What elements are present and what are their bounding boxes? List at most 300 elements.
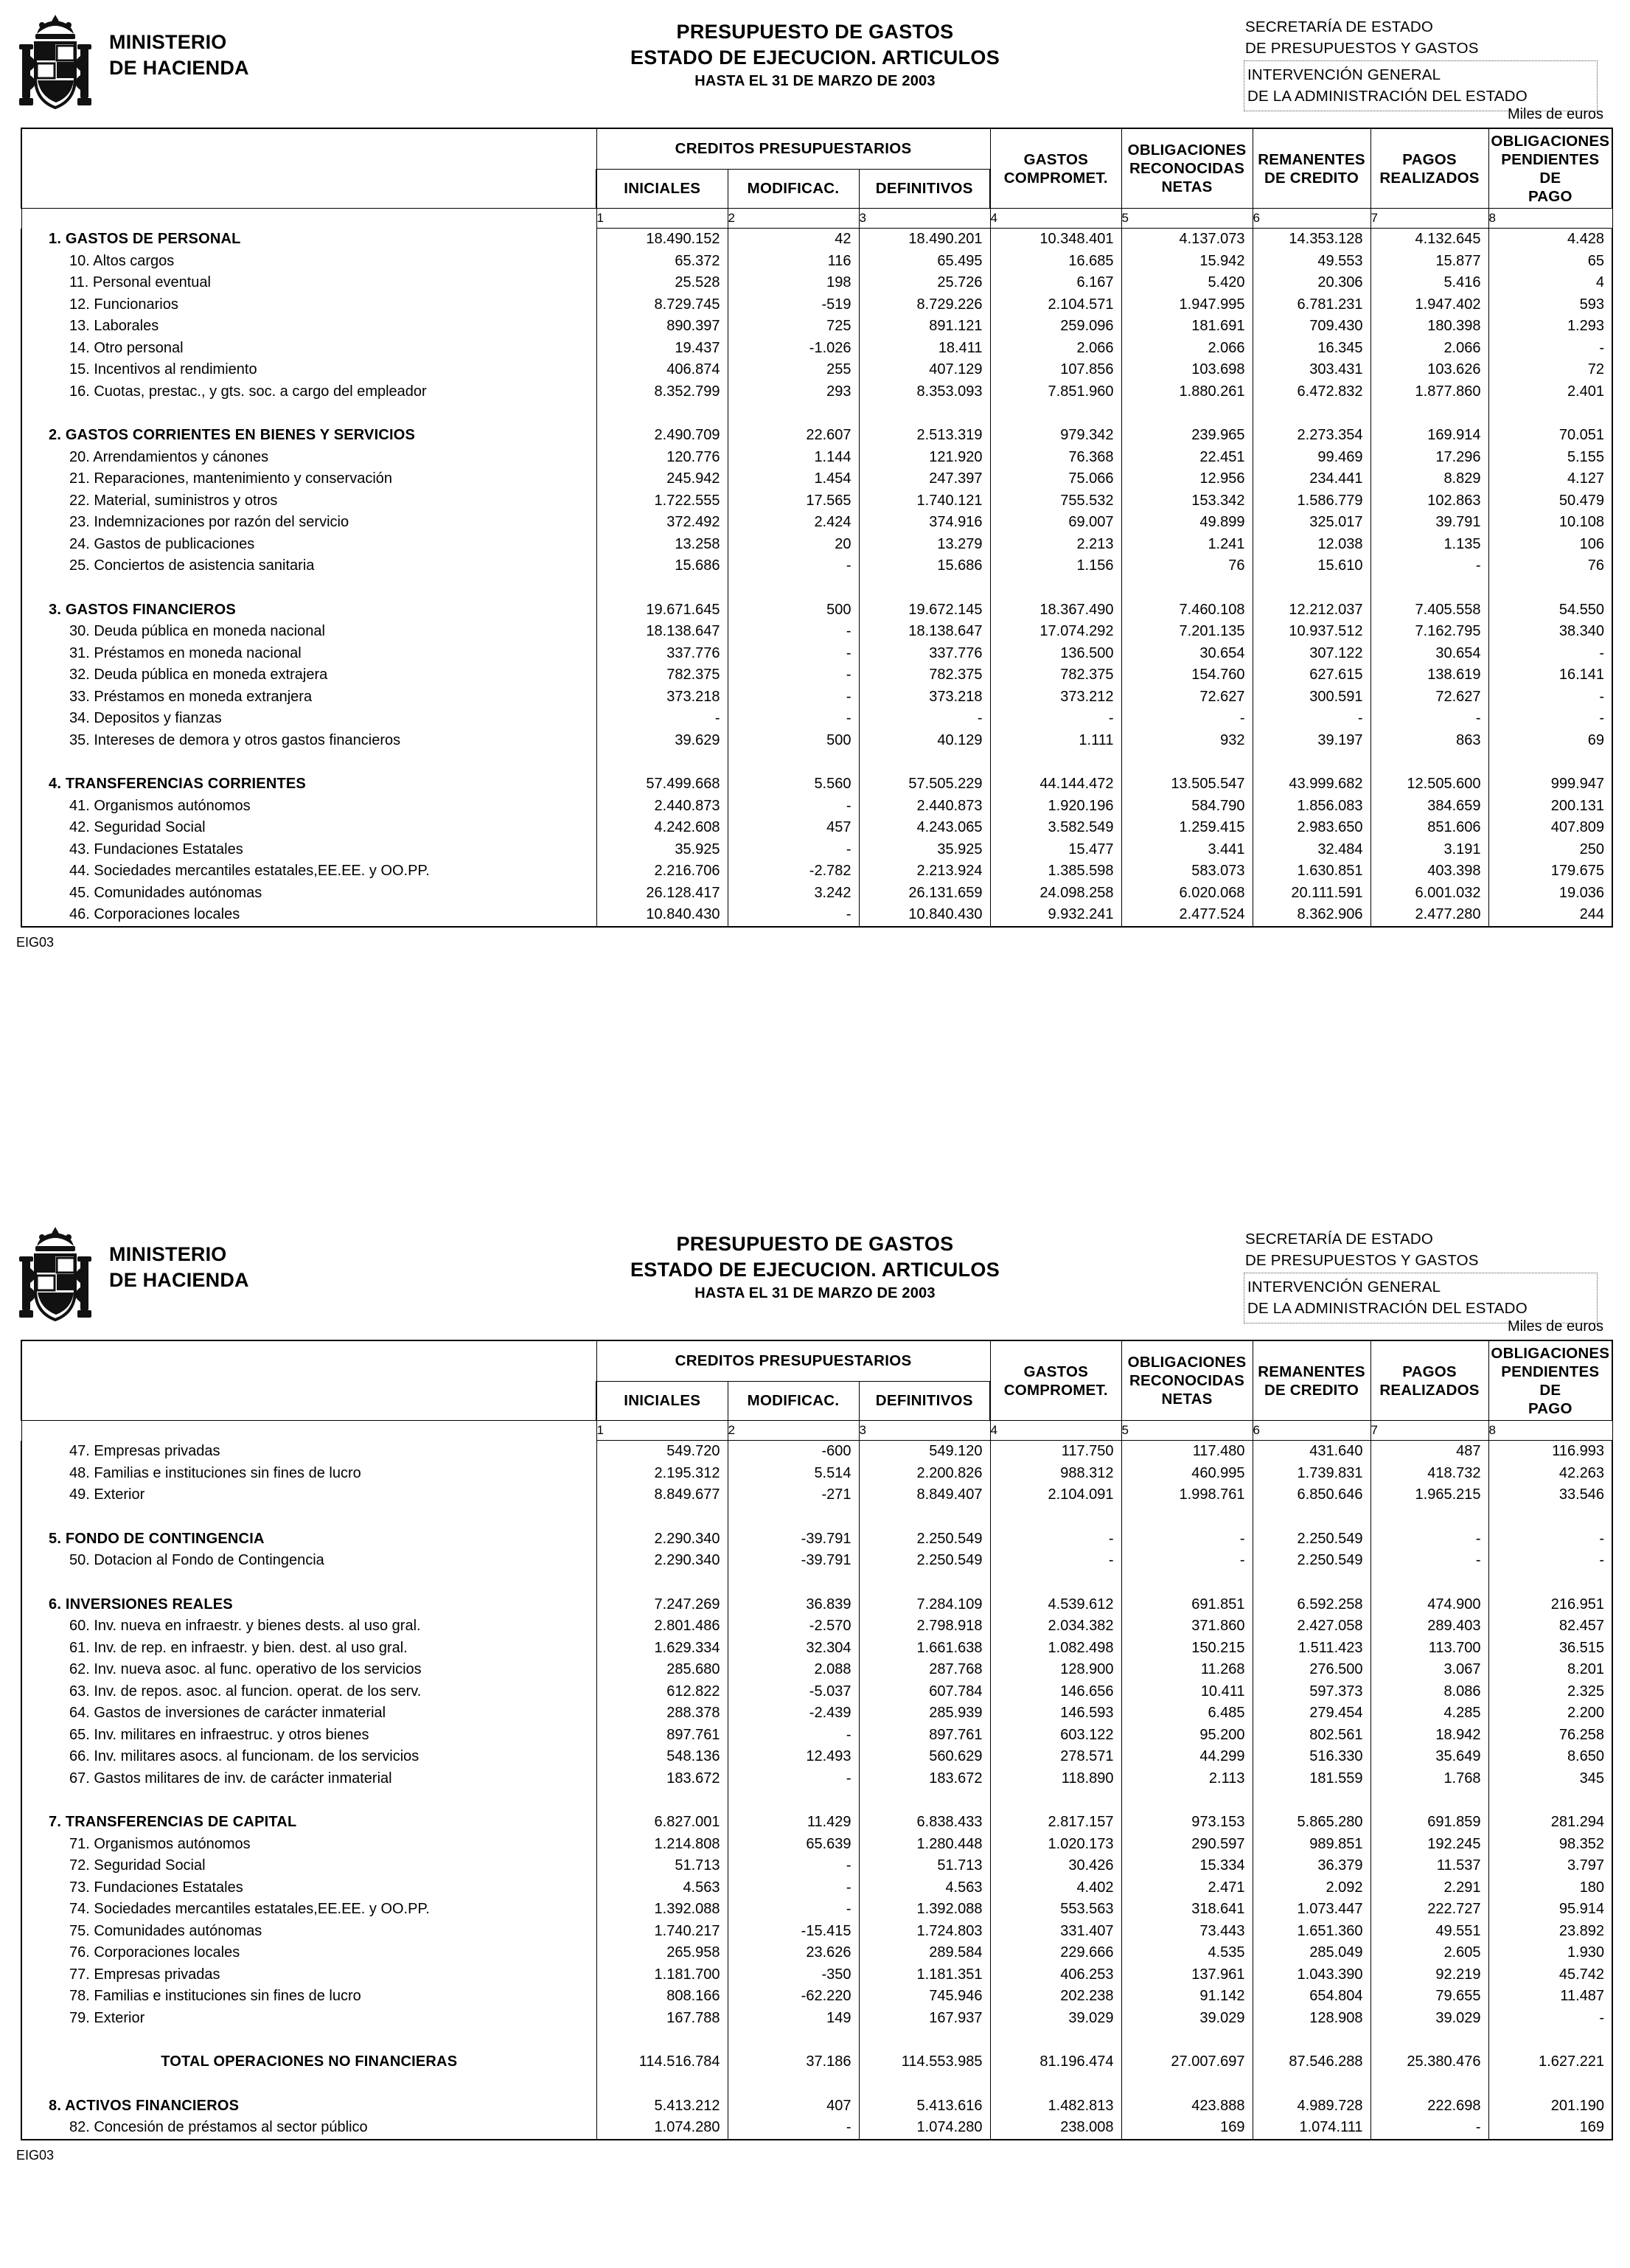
row-cell: 49.553 bbox=[1253, 251, 1370, 273]
row-cell: 17.565 bbox=[728, 490, 859, 512]
row-cell bbox=[1488, 2029, 1612, 2051]
row-cell: 250 bbox=[1488, 839, 1612, 861]
row-cell: -350 bbox=[728, 1964, 859, 1986]
row-cell: 36.379 bbox=[1253, 1855, 1370, 1877]
row-cell: 3.582.549 bbox=[990, 817, 1121, 839]
title-line-3: HASTA EL 31 DE MARZO DE 2003 bbox=[694, 73, 936, 90]
row-cell: 10.108 bbox=[1488, 512, 1612, 534]
col-number-1: 1 bbox=[596, 1421, 728, 1441]
row-cell: 19.036 bbox=[1488, 883, 1612, 905]
ministry-line-1: MINISTERIO bbox=[109, 31, 227, 53]
row-cell: 18.490.152 bbox=[596, 229, 728, 251]
row-cell: 103.698 bbox=[1121, 359, 1253, 381]
table-row bbox=[21, 1659, 1612, 1681]
row-label: 21. Reparaciones, mantenimiento y conservación bbox=[21, 468, 596, 490]
row-cell: 42 bbox=[728, 229, 859, 251]
row-cell: 287.768 bbox=[859, 1659, 990, 1681]
row-cell: 979.342 bbox=[990, 425, 1121, 447]
table-row bbox=[21, 1812, 1612, 1834]
row-label: 75. Comunidades autónomas bbox=[21, 1921, 596, 1943]
row-cell bbox=[859, 577, 990, 599]
row-cell: 2.471 bbox=[1121, 1877, 1253, 1899]
row-cell: 2.424 bbox=[728, 512, 859, 534]
secretariat-line-2: DE PRESUPUESTOS Y GASTOS bbox=[1245, 1252, 1479, 1270]
row-label: 11. Personal eventual bbox=[21, 272, 596, 294]
table-row bbox=[21, 773, 1612, 796]
row-cell: 150.215 bbox=[1121, 1638, 1253, 1660]
row-cell: - bbox=[728, 1877, 859, 1899]
row-cell: 167.937 bbox=[859, 2008, 990, 2030]
row-label bbox=[21, 1572, 596, 1594]
row-cell: 20 bbox=[728, 534, 859, 556]
row-cell bbox=[1121, 403, 1253, 425]
row-group-label: 4. TRANSFERENCIAS CORRIENTES bbox=[21, 773, 596, 796]
row-label: 31. Préstamos en moneda nacional bbox=[21, 643, 596, 665]
row-cell: 146.656 bbox=[990, 1681, 1121, 1703]
table-row bbox=[21, 359, 1612, 381]
row-cell: 8.729.745 bbox=[596, 294, 728, 316]
row-cell: 1.074.280 bbox=[859, 2117, 990, 2140]
row-cell: 290.597 bbox=[1121, 1834, 1253, 1856]
row-cell: 373.212 bbox=[990, 686, 1121, 709]
row-cell: 39.029 bbox=[1370, 2008, 1488, 2030]
header-credits-group: CREDITOS PRESUPUESTARIOS bbox=[596, 1340, 990, 1382]
title-line-1: PRESUPUESTO DE GASTOS bbox=[676, 21, 954, 43]
row-cell: 1.392.088 bbox=[596, 1899, 728, 1921]
header-pagos-realizados: PAGOS REALIZADOS bbox=[1370, 1340, 1488, 1421]
row-group-label: 2. GASTOS CORRIENTES EN BIENES Y SERVICIOS bbox=[21, 425, 596, 447]
row-label: 77. Empresas privadas bbox=[21, 1964, 596, 1986]
row-cell: 12.212.037 bbox=[1253, 599, 1370, 622]
row-cell: 17.296 bbox=[1370, 447, 1488, 469]
row-cell bbox=[728, 577, 859, 599]
row-cell: -39.791 bbox=[728, 1550, 859, 1572]
row-cell bbox=[859, 1506, 990, 1528]
row-cell: 238.008 bbox=[990, 2117, 1121, 2140]
row-cell: 6.485 bbox=[1121, 1702, 1253, 1725]
row-cell: 808.166 bbox=[596, 1986, 728, 2008]
row-cell: 2.477.524 bbox=[1121, 904, 1253, 927]
row-cell: 500 bbox=[728, 730, 859, 752]
row-cell: 2.250.549 bbox=[1253, 1528, 1370, 1551]
row-cell: 99.469 bbox=[1253, 447, 1370, 469]
row-cell: 1.920.196 bbox=[990, 796, 1121, 818]
col-number-8: 8 bbox=[1488, 1421, 1612, 1441]
row-label: 20. Arrendamientos y cánones bbox=[21, 447, 596, 469]
row-cell: 407 bbox=[728, 2095, 859, 2118]
row-cell: 169.914 bbox=[1370, 425, 1488, 447]
row-cell bbox=[1488, 1572, 1612, 1594]
row-cell: 325.017 bbox=[1253, 512, 1370, 534]
footer-code-page-2: EIG03 bbox=[16, 2147, 55, 2163]
row-cell: 1.043.390 bbox=[1253, 1964, 1370, 1986]
row-cell: 4.989.728 bbox=[1253, 2095, 1370, 2118]
table-row bbox=[21, 512, 1612, 534]
row-label: 72. Seguridad Social bbox=[21, 1855, 596, 1877]
row-cell: 10.840.430 bbox=[596, 904, 728, 927]
row-cell: 318.641 bbox=[1121, 1899, 1253, 1921]
title-line-2: ESTADO DE EJECUCION. ARTICULOS bbox=[630, 1258, 1000, 1281]
row-cell: 1.998.761 bbox=[1121, 1484, 1253, 1506]
col-number-3: 3 bbox=[859, 1421, 990, 1441]
row-cell bbox=[728, 1572, 859, 1594]
row-cell: - bbox=[1370, 1528, 1488, 1551]
row-cell: 43.999.682 bbox=[1253, 773, 1370, 796]
table-row bbox=[21, 490, 1612, 512]
row-cell: 374.916 bbox=[859, 512, 990, 534]
row-cell: 76.258 bbox=[1488, 1725, 1612, 1747]
row-cell: 1.392.088 bbox=[859, 1899, 990, 1921]
col-number-7: 7 bbox=[1370, 209, 1488, 229]
row-cell: 45.742 bbox=[1488, 1964, 1612, 1986]
row-cell: - bbox=[1370, 1550, 1488, 1572]
intervention-box bbox=[1244, 60, 1598, 111]
row-cell: 25.380.476 bbox=[1370, 2051, 1488, 2073]
row-cell: -62.220 bbox=[728, 1986, 859, 2008]
row-label: 15. Incentivos al rendimiento bbox=[21, 359, 596, 381]
table-row bbox=[21, 468, 1612, 490]
row-label: 46. Corporaciones locales bbox=[21, 904, 596, 927]
table-row bbox=[21, 1615, 1612, 1638]
row-cell: 11.487 bbox=[1488, 1986, 1612, 2008]
row-cell: 76 bbox=[1121, 555, 1253, 577]
row-cell: 128.900 bbox=[990, 1659, 1121, 1681]
row-cell: 2.250.549 bbox=[859, 1528, 990, 1551]
row-cell: 54.550 bbox=[1488, 599, 1612, 622]
row-cell: 627.615 bbox=[1253, 664, 1370, 686]
units-label: Miles de euros bbox=[1507, 1318, 1603, 1335]
row-cell: 50.479 bbox=[1488, 490, 1612, 512]
row-cell: 70.051 bbox=[1488, 425, 1612, 447]
row-cell: 2.291 bbox=[1370, 1877, 1488, 1899]
row-cell: 113.700 bbox=[1370, 1638, 1488, 1660]
row-cell: 146.593 bbox=[990, 1702, 1121, 1725]
row-cell: 117.480 bbox=[1121, 1441, 1253, 1463]
ministry-name bbox=[109, 29, 249, 81]
row-cell: 7.201.135 bbox=[1121, 621, 1253, 643]
row-label: 47. Empresas privadas bbox=[21, 1441, 596, 1463]
row-cell: 691.851 bbox=[1121, 1594, 1253, 1616]
row-cell: 988.312 bbox=[990, 1463, 1121, 1485]
row-cell bbox=[990, 751, 1121, 773]
row-cell: 457 bbox=[728, 817, 859, 839]
row-cell: -2.782 bbox=[728, 860, 859, 883]
row-cell bbox=[1121, 1572, 1253, 1594]
row-cell bbox=[1121, 577, 1253, 599]
row-cell bbox=[1121, 2073, 1253, 2095]
row-cell: 431.640 bbox=[1253, 1441, 1370, 1463]
row-cell bbox=[990, 1572, 1121, 1594]
table-row bbox=[21, 2008, 1612, 2030]
table-row bbox=[21, 1550, 1612, 1572]
row-cell: - bbox=[1488, 338, 1612, 360]
row-cell: - bbox=[728, 686, 859, 709]
row-cell bbox=[1253, 403, 1370, 425]
row-cell: 1.280.448 bbox=[859, 1834, 990, 1856]
row-cell bbox=[728, 403, 859, 425]
row-cell: 3.067 bbox=[1370, 1659, 1488, 1681]
row-cell: 553.563 bbox=[990, 1899, 1121, 1921]
row-cell: 474.900 bbox=[1370, 1594, 1488, 1616]
table-row bbox=[21, 1681, 1612, 1703]
ministry-name bbox=[109, 1242, 249, 1293]
row-group-label: 5. FONDO DE CONTINGENCIA bbox=[21, 1528, 596, 1551]
row-label: 14. Otro personal bbox=[21, 338, 596, 360]
row-cell: 118.890 bbox=[990, 1768, 1121, 1790]
row-cell: 8.201 bbox=[1488, 1659, 1612, 1681]
row-cell: 2.513.319 bbox=[859, 425, 990, 447]
table-row bbox=[21, 1834, 1612, 1856]
table-row bbox=[21, 1855, 1612, 1877]
row-cell bbox=[990, 1506, 1121, 1528]
table-row bbox=[21, 316, 1612, 338]
table-row bbox=[21, 1964, 1612, 1986]
row-cell: 27.007.697 bbox=[1121, 2051, 1253, 2073]
row-cell: 39.029 bbox=[990, 2008, 1121, 2030]
row-cell: 612.822 bbox=[596, 1681, 728, 1703]
row-cell: 1.877.860 bbox=[1370, 381, 1488, 403]
row-cell: 81.196.474 bbox=[990, 2051, 1121, 2073]
row-cell: 2.325 bbox=[1488, 1681, 1612, 1703]
row-cell bbox=[1370, 1506, 1488, 1528]
row-cell: 5.420 bbox=[1121, 272, 1253, 294]
row-cell: - bbox=[728, 643, 859, 665]
row-cell: 1.111 bbox=[990, 730, 1121, 752]
row-cell: - bbox=[1488, 1528, 1612, 1551]
row-cell: 7.851.960 bbox=[990, 381, 1121, 403]
row-cell: - bbox=[1370, 708, 1488, 730]
row-cell: 35.925 bbox=[859, 839, 990, 861]
row-cell: 17.074.292 bbox=[990, 621, 1121, 643]
table-row bbox=[21, 1768, 1612, 1790]
row-cell: 39.197 bbox=[1253, 730, 1370, 752]
row-cell: 247.397 bbox=[859, 468, 990, 490]
row-label: 82. Concesión de préstamos al sector público bbox=[21, 2117, 596, 2140]
row-cell bbox=[596, 577, 728, 599]
row-cell: 2.801.486 bbox=[596, 1615, 728, 1638]
row-cell: 597.373 bbox=[1253, 1681, 1370, 1703]
row-cell: 303.431 bbox=[1253, 359, 1370, 381]
row-cell: 607.784 bbox=[859, 1681, 990, 1703]
header-gastos-comprometidos: GASTOS COMPROMET. bbox=[990, 1340, 1121, 1421]
table-row bbox=[21, 599, 1612, 622]
page-header-2 bbox=[0, 1212, 1630, 1318]
row-cell bbox=[990, 1789, 1121, 1812]
row-group-label: 7. TRANSFERENCIAS DE CAPITAL bbox=[21, 1812, 596, 1834]
row-cell: 18.138.647 bbox=[596, 621, 728, 643]
row-cell bbox=[1370, 2073, 1488, 2095]
secretariat-line-1: SECRETARÍA DE ESTADO bbox=[1245, 1231, 1433, 1248]
row-cell bbox=[596, 1506, 728, 1528]
row-cell bbox=[859, 1572, 990, 1594]
row-label: 13. Laborales bbox=[21, 316, 596, 338]
row-cell: 11.268 bbox=[1121, 1659, 1253, 1681]
row-cell: 49.899 bbox=[1121, 512, 1253, 534]
row-label: 10. Altos cargos bbox=[21, 251, 596, 273]
row-cell: 8.829 bbox=[1370, 468, 1488, 490]
row-cell: 2.088 bbox=[728, 1659, 859, 1681]
row-group-label: 3. GASTOS FINANCIEROS bbox=[21, 599, 596, 622]
row-cell: 1.856.083 bbox=[1253, 796, 1370, 818]
intervention-line-2: DE LA ADMINISTRACIÓN DEL ESTADO bbox=[1247, 1300, 1528, 1318]
row-cell: 202.238 bbox=[990, 1986, 1121, 2008]
row-cell: 15.610 bbox=[1253, 555, 1370, 577]
row-cell: 1.627.221 bbox=[1488, 2051, 1612, 2073]
row-cell: 49.551 bbox=[1370, 1921, 1488, 1943]
row-cell: 5.413.616 bbox=[859, 2095, 990, 2118]
row-cell: 897.761 bbox=[859, 1725, 990, 1747]
row-cell: 8.352.799 bbox=[596, 381, 728, 403]
col-number-blank bbox=[21, 209, 596, 229]
row-cell: 2.440.873 bbox=[859, 796, 990, 818]
table-spacer-row bbox=[21, 2073, 1612, 2095]
row-cell: 8.849.407 bbox=[859, 1484, 990, 1506]
row-cell: 10.348.401 bbox=[990, 229, 1121, 251]
row-label bbox=[21, 2073, 596, 2095]
row-cell bbox=[1253, 577, 1370, 599]
issuing-authority bbox=[1244, 16, 1598, 111]
row-cell: - bbox=[728, 555, 859, 577]
row-cell: 2.066 bbox=[990, 338, 1121, 360]
row-cell bbox=[990, 2073, 1121, 2095]
row-cell: -2.439 bbox=[728, 1702, 859, 1725]
row-cell: 3.797 bbox=[1488, 1855, 1612, 1877]
table-spacer-row bbox=[21, 1789, 1612, 1812]
row-label: 35. Intereses de demora y otros gastos financieros bbox=[21, 730, 596, 752]
row-cell: - bbox=[728, 796, 859, 818]
row-cell: 2.113 bbox=[1121, 1768, 1253, 1790]
row-cell bbox=[1121, 1506, 1253, 1528]
row-cell: 337.776 bbox=[596, 643, 728, 665]
row-cell: -15.415 bbox=[728, 1921, 859, 1943]
row-cell: 30.654 bbox=[1121, 643, 1253, 665]
row-cell: 5.514 bbox=[728, 1463, 859, 1485]
row-cell: 103.626 bbox=[1370, 359, 1488, 381]
row-label: 74. Sociedades mercantiles estatales,EE.EE. y OO.PP. bbox=[21, 1899, 596, 1921]
row-cell: 2.200 bbox=[1488, 1702, 1612, 1725]
row-cell: 281.294 bbox=[1488, 1812, 1612, 1834]
row-cell: - bbox=[728, 1768, 859, 1790]
row-cell: 863 bbox=[1370, 730, 1488, 752]
row-label bbox=[21, 2029, 596, 2051]
row-cell: -5.037 bbox=[728, 1681, 859, 1703]
row-cell: 1.385.598 bbox=[990, 860, 1121, 883]
document-page-2 bbox=[0, 1212, 1630, 2268]
row-cell: 4.563 bbox=[859, 1877, 990, 1899]
row-cell: 4.563 bbox=[596, 1877, 728, 1899]
row-cell bbox=[728, 1789, 859, 1812]
row-cell: 1.482.813 bbox=[990, 2095, 1121, 2118]
table-row bbox=[21, 381, 1612, 403]
row-label: 41. Organismos autónomos bbox=[21, 796, 596, 818]
row-cell: 95.914 bbox=[1488, 1899, 1612, 1921]
ministry-line-2: DE HACIENDA bbox=[109, 1269, 249, 1292]
row-label: 43. Fundaciones Estatales bbox=[21, 839, 596, 861]
row-cell bbox=[1253, 1506, 1370, 1528]
row-label: 79. Exterior bbox=[21, 2008, 596, 2030]
table-row bbox=[21, 860, 1612, 883]
row-cell: 26.128.417 bbox=[596, 883, 728, 905]
row-label: 60. Inv. nueva en infraestr. y bienes dests. al uso gral. bbox=[21, 1615, 596, 1638]
row-cell: 384.659 bbox=[1370, 796, 1488, 818]
row-cell: 6.020.068 bbox=[1121, 883, 1253, 905]
row-cell: 5.865.280 bbox=[1253, 1812, 1370, 1834]
row-cell: 1.947.995 bbox=[1121, 294, 1253, 316]
row-cell: 92.219 bbox=[1370, 1964, 1488, 1986]
row-cell bbox=[1370, 403, 1488, 425]
row-cell: 82.457 bbox=[1488, 1615, 1612, 1638]
row-cell: 2.817.157 bbox=[990, 1812, 1121, 1834]
row-cell: 10.937.512 bbox=[1253, 621, 1370, 643]
row-cell: 802.561 bbox=[1253, 1725, 1370, 1747]
row-cell: 42.263 bbox=[1488, 1463, 1612, 1485]
row-cell bbox=[1488, 751, 1612, 773]
row-cell: 2.066 bbox=[1370, 338, 1488, 360]
row-cell: 44.144.472 bbox=[990, 773, 1121, 796]
header-concept-cell bbox=[21, 128, 596, 209]
row-cell bbox=[859, 751, 990, 773]
intervention-line-1: INTERVENCIÓN GENERAL bbox=[1247, 1279, 1441, 1296]
row-cell: - bbox=[728, 2117, 859, 2140]
row-cell: 72.627 bbox=[1121, 686, 1253, 709]
row-cell: 33.546 bbox=[1488, 1484, 1612, 1506]
header-modificaciones: MODIFICAC. bbox=[728, 170, 859, 209]
table-spacer-row bbox=[21, 1506, 1612, 1528]
table-row bbox=[21, 817, 1612, 839]
col-number-6: 6 bbox=[1253, 209, 1370, 229]
row-cell: 15.686 bbox=[596, 555, 728, 577]
col-number-4: 4 bbox=[990, 209, 1121, 229]
row-cell: 891.121 bbox=[859, 316, 990, 338]
row-cell: 180.398 bbox=[1370, 316, 1488, 338]
row-cell: 51.713 bbox=[859, 1855, 990, 1877]
row-cell: 98.352 bbox=[1488, 1834, 1612, 1856]
row-cell: 10.411 bbox=[1121, 1681, 1253, 1703]
row-cell: - bbox=[728, 621, 859, 643]
row-cell: 549.120 bbox=[859, 1441, 990, 1463]
row-group-label: 6. INVERSIONES REALES bbox=[21, 1594, 596, 1616]
row-cell: 37.186 bbox=[728, 2051, 859, 2073]
table-spacer-row bbox=[21, 403, 1612, 425]
row-cell: 73.443 bbox=[1121, 1921, 1253, 1943]
table-row bbox=[21, 2051, 1612, 2073]
row-cell: 285.680 bbox=[596, 1659, 728, 1681]
row-cell bbox=[1253, 2073, 1370, 2095]
header-pagos-realizados: PAGOS REALIZADOS bbox=[1370, 128, 1488, 209]
row-label: 73. Fundaciones Estatales bbox=[21, 1877, 596, 1899]
header-obligaciones-reconocidas-netas: OBLIGACIONES RECONOCIDAS NETAS bbox=[1121, 128, 1253, 209]
row-cell: 460.995 bbox=[1121, 1463, 1253, 1485]
row-cell: 181.559 bbox=[1253, 1768, 1370, 1790]
row-cell: 15.334 bbox=[1121, 1855, 1253, 1877]
units-label: Miles de euros bbox=[1507, 106, 1603, 122]
table-row bbox=[21, 621, 1612, 643]
row-cell: 1.511.423 bbox=[1253, 1638, 1370, 1660]
row-cell: 65.639 bbox=[728, 1834, 859, 1856]
row-cell: - bbox=[990, 1528, 1121, 1551]
row-cell: 76 bbox=[1488, 555, 1612, 577]
row-cell bbox=[1253, 2029, 1370, 2051]
row-cell: -600 bbox=[728, 1441, 859, 1463]
row-cell: 137.961 bbox=[1121, 1964, 1253, 1986]
row-label bbox=[21, 403, 596, 425]
row-cell: 18.367.490 bbox=[990, 599, 1121, 622]
row-cell: 8.729.226 bbox=[859, 294, 990, 316]
row-label: 65. Inv. militares en infraestruc. y otros bienes bbox=[21, 1725, 596, 1747]
col-number-7: 7 bbox=[1370, 1421, 1488, 1441]
row-cell: 5.560 bbox=[728, 773, 859, 796]
row-cell: 372.492 bbox=[596, 512, 728, 534]
